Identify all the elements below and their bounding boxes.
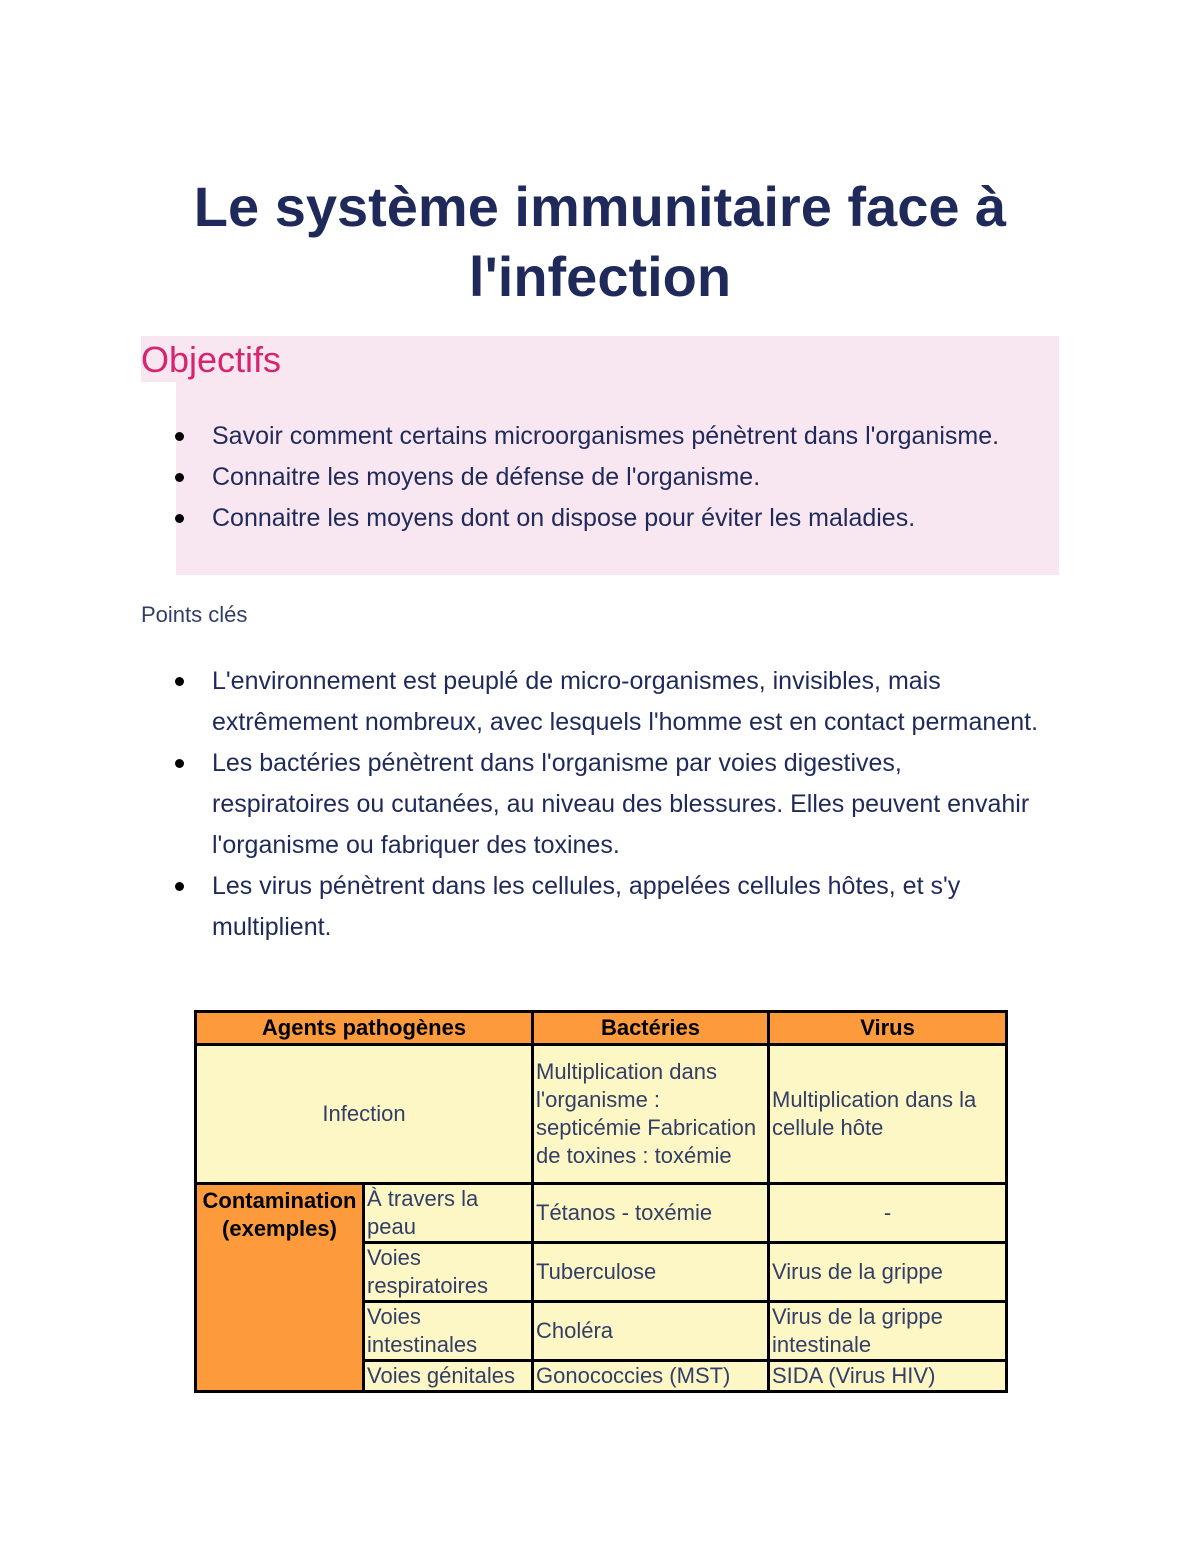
contamination-label: Contamination (exemples) (196, 1184, 364, 1392)
infection-virus: Multiplication dans la cellule hôte (769, 1045, 1007, 1184)
points-cles-list (141, 661, 1041, 948)
table-row (196, 1184, 1007, 1243)
virus-cell: SIDA (Virus HIV) (769, 1361, 1007, 1392)
bacteries-cell: Gonococcies (MST) (533, 1361, 769, 1392)
objectif-text: Savoir comment certains microorganismes pénètrent dans l'organisme. (212, 422, 1000, 450)
header-bacteries: Bactéries (533, 1012, 769, 1045)
list-item (141, 457, 1001, 498)
bacteries-cell: Choléra (533, 1302, 769, 1361)
header-virus: Virus (769, 1012, 1007, 1045)
bullet-icon (175, 473, 184, 482)
objectif-text: Connaitre les moyens dont on dispose pour éviter les maladies. (212, 504, 916, 532)
page-title: Le système immunitaire face à l'infection (193, 175, 1007, 308)
objectifs-list (141, 416, 1001, 539)
bacteries-cell: Tétanos - toxémie (533, 1184, 769, 1243)
voie-cell: Voies intestinales (364, 1302, 533, 1361)
objectifs-heading: Objectifs (141, 339, 282, 380)
point-text: Les bactéries pénètrent dans l'organisme par voies digestives, respiratoires ou cutanées, au niveau des blessures. Elles peuvent envahir l'organisme ou fabriquer des toxines. (212, 749, 1030, 859)
infection-label: Infection (196, 1045, 533, 1184)
point-text: L'environnement est peuplé de micro-organismes, invisibles, mais extrêmement nombreux, avec lesquels l'homme est en contact permanent. (212, 667, 1039, 736)
table-header-row (196, 1012, 1007, 1045)
voie-cell: À travers la peau (364, 1184, 533, 1243)
list-item (141, 661, 1041, 743)
list-item (141, 416, 1001, 457)
voie-cell: Voies respiratoires (364, 1243, 533, 1302)
virus-cell: Virus de la grippe (769, 1243, 1007, 1302)
list-item (141, 498, 1001, 539)
list-item (141, 866, 1041, 948)
points-cles-heading: Points clés (141, 602, 248, 627)
virus-cell: Virus de la grippe intestinale (769, 1302, 1007, 1361)
virus-cell: - (769, 1184, 1007, 1243)
voie-cell: Voies génitales (364, 1361, 533, 1392)
bullet-icon (175, 759, 184, 768)
header-agents: Agents pathogènes (196, 1012, 533, 1045)
list-item (141, 743, 1041, 866)
bullet-icon (175, 882, 184, 891)
bullet-icon (175, 432, 184, 441)
table-row (196, 1045, 1007, 1184)
infection-bacteries: Multiplication dans l'organisme : septicémie Fabrication de toxines : toxémie (533, 1045, 769, 1184)
bacteries-cell: Tuberculose (533, 1243, 769, 1302)
bullet-icon (175, 677, 184, 686)
objectif-text: Connaitre les moyens de défense de l'organisme. (212, 463, 761, 491)
point-text: Les virus pénètrent dans les cellules, appelées cellules hôtes, et s'y multiplient. (212, 872, 961, 941)
bullet-icon (175, 514, 184, 523)
pathogens-table (194, 1010, 1008, 1393)
